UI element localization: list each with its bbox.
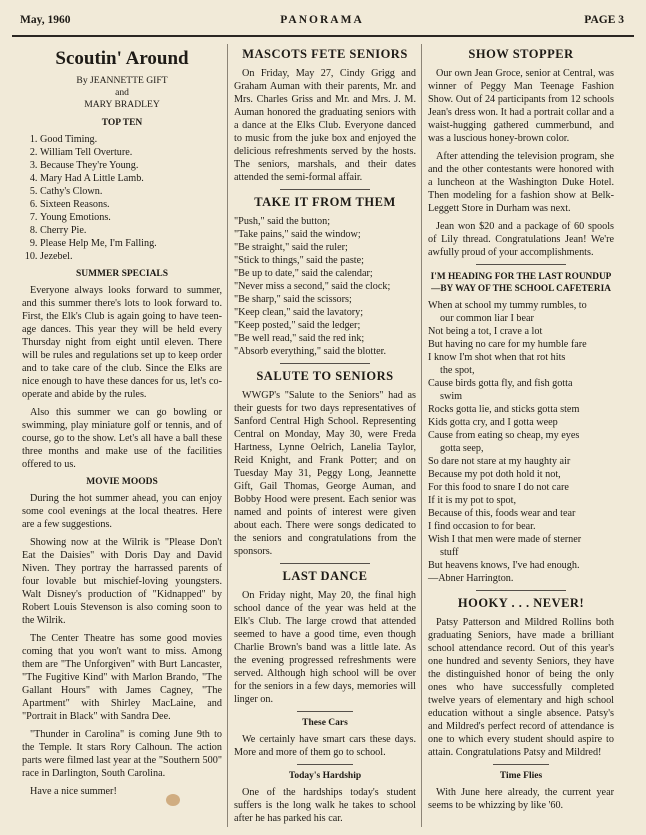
list-item: 9. Please Help Me, I'm Falling.: [40, 237, 222, 250]
cars-title: These Cars: [302, 718, 348, 728]
advice-line: "Stick to things," said the paste;: [234, 255, 364, 266]
poem-line: For this food to snare I do not care: [428, 482, 569, 493]
list-item: 4. Mary Had A Little Lamb.: [40, 172, 222, 185]
advice-line: "Push," said the button;: [234, 216, 331, 227]
divider: [476, 264, 566, 265]
dance-title: LAST DANCE: [282, 569, 368, 583]
hooky-body: Patsy Patterson and Mildred Rollins both graduating Seniors, have made a brilliant school attendance record. Out of this year's one hundred and seventy Seniors, they have the distinguished honor of being the only ones who have successfully completed twelve years of elementary and high school education without a single absence. Patsy's and Mildred's perfect record of attendance is one to which every student should aspire to attain. Congratulations Patsy and Mildred!: [428, 617, 614, 758]
advice-line: "Be well read," said the red ink;: [234, 333, 365, 344]
poem-line: our common liar I bear: [440, 313, 534, 324]
summer-specials-heading: SUMMER SPECIALS: [75, 269, 169, 279]
poem-line: stuff: [440, 547, 459, 558]
poem-author: —Abner Harrington.: [428, 573, 514, 584]
advice-line: "Never miss a second," said the clock;: [234, 281, 391, 292]
advice-lines: [234, 215, 416, 358]
stopper-paragraph-1: Our own Jean Groce, senior at Central, was winner of Peggy Man Teenage Fashion Show. Out of 24 participants from 12 schools Jean's dress won. It had a portrait collar and a waist-hugging gathered cummerbund, and was a luscious honey-brown color.: [428, 68, 614, 144]
poem-line: So dare not stare at my haughty air: [428, 456, 571, 467]
poem-line: I find occasion to for bear.: [428, 521, 536, 532]
advice-line: "Absorb everything," said the blotter.: [234, 346, 387, 357]
column-divider-1: [227, 44, 228, 827]
hardship-title: Today's Hardship: [288, 771, 362, 781]
flies-title: Time Flies: [499, 771, 543, 781]
salute-title: SALUTE TO SENIORS: [256, 369, 394, 383]
poem-line: swim: [440, 391, 463, 402]
advice-line: "Be sharp," said the scissors;: [234, 294, 352, 305]
poem-line: gotta seep,: [440, 443, 484, 454]
byline: [22, 75, 222, 111]
poem-line: Cause from eating so cheap, my eyes: [428, 430, 580, 441]
header-rule: [12, 35, 634, 37]
poem-line: If it is my pot to spot,: [428, 495, 517, 506]
advice-line: "Be straight," said the ruler;: [234, 242, 348, 253]
movie-paragraph-1: During the hot summer ahead, you can enjoy some cool evenings at the local theatres. Here are a few suggestions.: [22, 493, 222, 530]
poem-line: I know I'm shot when that rot hits: [428, 352, 566, 363]
list-item: 10. Jezebel.: [40, 250, 222, 263]
stopper-paragraph-3: Jean won $20 and a package of 60 spools of Lily thread. Congratulations Jean! We're awfully proud of your accomplishments.: [428, 221, 614, 258]
list-item: 3. Because They're Young.: [40, 159, 222, 172]
poem-line: Because of this, foods wear and tear: [428, 508, 576, 519]
salute-body: WWGP's "Salute to the Seniors" had as their guests for two days representatives of Sanford Central High School. Representing Central on Monday, May 30, were Freda Hartness, Lynne Oelrich, Lanelia Taylor, Reid Knight, and Frank Potter; and on Tuesday May 31, Peggy Long, Jeannette Gift, Gail Thomas, George Auman, and Bobby Hood were present. Each senior was named and points of interest were given about each. There were songs dedicated to the seniors and congratulations from the sponsors.: [234, 390, 416, 557]
page-header: [20, 14, 624, 32]
divider: [297, 711, 353, 712]
column-1: [22, 48, 222, 803]
list-item: 5. Cathy's Clown.: [40, 185, 222, 198]
column-3: [428, 48, 614, 817]
movie-paragraph-3: The Center Theatre has some good movies coming that you won't want to miss. Among them are "The Unforgiven" with Burt Lancaster, "The Fugitive Kind" with Marlon Brando, "The Gallant Hours" with James Cagney, "The Apartment" with Shirley MacLaine, and "Portrait in Black" with Sandra Dee.: [22, 633, 222, 722]
scoutin-title: Scoutin' Around: [55, 48, 189, 69]
hardship-body: One of the hardships today's student suffers is the long walk he takes to school after he has parked his car.: [234, 787, 416, 824]
page-number: PAGE 3: [584, 14, 624, 26]
advice-line: "Take pains," said the window;: [234, 229, 361, 240]
list-item: 1. Good Timing.: [40, 133, 222, 146]
advice-line: "Keep posted," said the ledger;: [234, 320, 361, 331]
stopper-paragraph-2: After attending the television program, she and the other contestants were honored with a luncheon at the Washington Duke Hotel. Then modeling for a fashion show at Belk-Leggett Store in Durham was next.: [428, 151, 614, 214]
top-ten-heading: TOP TEN: [101, 118, 143, 128]
movie-paragraph-4: "Thunder in Carolina" is coming June 9th to the Temple. It stars Rory Calhoun. The action parts were filmed last year at the "Southern 500" race in Darlington, South Carolina.: [22, 729, 222, 779]
divider: [280, 563, 370, 564]
poem-body: [428, 299, 614, 585]
column-2: [234, 48, 416, 830]
list-item: 6. Sixteen Reasons.: [40, 198, 222, 211]
top-ten-list: [22, 133, 222, 263]
poem-line: Kids gotta cry, and I gotta weep: [428, 417, 558, 428]
stopper-title: SHOW STOPPER: [468, 47, 574, 61]
issue-date: May, 1960: [20, 14, 71, 26]
column-divider-2: [421, 44, 422, 827]
dance-body: On Friday night, May 20, the final high school dance of the year was held at the Elk's Club. The large crowd that attended seemed to have a good time, even though Charlie Brown's band was a little late. As the evening progressed refreshments were served. Although high school will be over for the seniors in a few days, memories will linger on.: [234, 590, 416, 705]
cars-body: We certainly have smart cars these days. More and more of them go to school.: [234, 734, 416, 758]
list-item: 2. William Tell Overture.: [40, 146, 222, 159]
divider: [493, 764, 549, 765]
byline-line-3: MARY BRADLEY: [84, 99, 160, 110]
divider: [280, 189, 370, 190]
movie-moods-heading: MOVIE MOODS: [86, 477, 158, 487]
byline-line-1: By JEANNETTE GIFT: [76, 75, 168, 86]
byline-line-2: and: [115, 87, 129, 98]
poem-line: Wish I that men were made of sterner: [428, 534, 582, 545]
paper-stain: [166, 794, 180, 806]
summer-paragraph-1: Everyone always looks forward to summer, and this summer there's lots to look forward to. First, the Elk's Club is again going to have teen-age dances. This year they will be held every Thursday night from eight until eleven. There will be rules and regulations set up to keep order and to take care of the club. Since the Elks are nice enough to have these dances for us, let's co-operate and abide by the rules.: [22, 285, 222, 400]
poem-line: But having no care for my humble fare: [428, 339, 587, 350]
poem-line: Cause birds gotta fly, and fish gotta: [428, 378, 573, 389]
poem-title: I'M HEADING FOR THE LAST ROUNDUP—BY WAY OF THE SCHOOL CAFETERIA: [430, 272, 612, 294]
poem-line: the spot,: [440, 365, 475, 376]
divider: [280, 363, 370, 364]
poem-line: Because my pot doth hold it not,: [428, 469, 561, 480]
poem-line: When at school my tummy rumbles, to: [428, 300, 587, 311]
divider: [476, 590, 566, 591]
poem-line: But heavens knows, I've had enough.: [428, 560, 580, 571]
movie-paragraph-2: Showing now at the Wilrik is "Please Don't Eat the Daisies" with Doris Day and David Niven. They portray the harrassed parents of four lovable but mischief-loving youngsters. Walt Disney's production of "Kidnapped" by Robert Louis Stevenson is also coming soon to the Wilrik.: [22, 537, 222, 626]
list-item: 8. Cherry Pie.: [40, 224, 222, 237]
masthead-title: PANORAMA: [280, 14, 364, 26]
advice-line: "Be up to date," said the calendar;: [234, 268, 373, 279]
divider: [297, 764, 353, 765]
poem-line: Rocks gotta lie, and sticks gotta stem: [428, 404, 580, 415]
advice-line: "Keep clean," said the lavatory;: [234, 307, 364, 318]
list-item: 7. Young Emotions.: [40, 211, 222, 224]
advice-title: TAKE IT FROM THEM: [254, 195, 396, 209]
poem-line: Not being a tot, I crave a lot: [428, 326, 543, 337]
movie-paragraph-5: Have a nice summer!: [30, 786, 117, 797]
mascots-body: On Friday, May 27, Cindy Grigg and Graham Auman with their parents, Mr. and Mrs. Charles Griss and Mr. and Mrs. J. M. Auman honored the graduating seniors with a dance at the Elks Club. Everyone danced to music from the juke box and enjoyed the delicious refreshments served by the hosts. The seniors, marshals, and their dates attended the semi-formal affair.: [234, 68, 416, 183]
mascots-title: MASCOTS FETE SENIORS: [242, 47, 408, 61]
hooky-title: HOOKY . . . NEVER!: [457, 596, 585, 610]
flies-body: With June here already, the current year seems to be whizzing by like '60.: [428, 787, 614, 811]
summer-paragraph-2: Also this summer we can go bowling or swimming, play miniature golf or tennis, and of course, go to the show. Let's all have a ball these three months and make use of the facilities offered to us.: [22, 407, 222, 470]
